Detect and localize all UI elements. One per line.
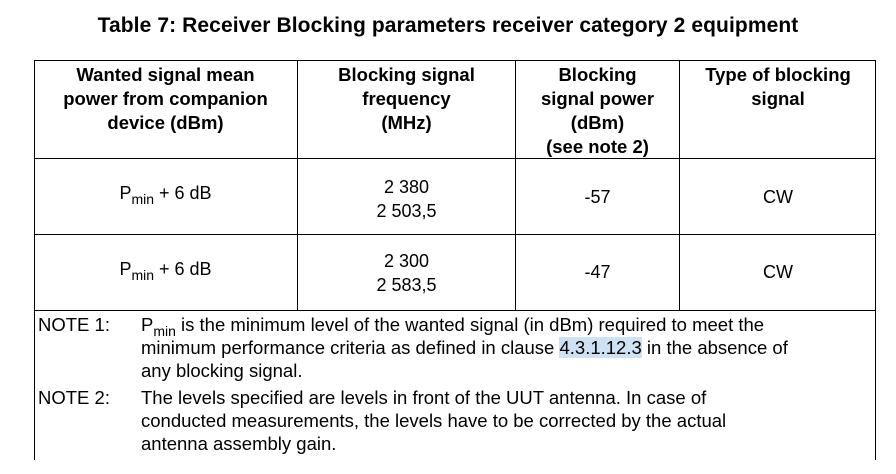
header-wanted-signal: Wanted signal mean power from companion device (dBm) [63,64,268,133]
row2-wanted-power: $P_{min} + 6$ dB [119,259,212,283]
header-blocking-type: Type of blocking signal [705,64,851,109]
note-2-label: NOTE 2: [38,387,110,408]
note-1 [38,313,874,385]
table-title: Table 7: Receiver Blocking parameters receiver category 2 equipment [97,14,799,37]
header-divider [34,158,876,159]
row2-divider [34,310,876,311]
row2-frequency: 2 300 2 583,5 [376,251,437,295]
row1-power: -57 [584,187,611,207]
row1-type: CW [763,187,793,207]
row2-type: CW [763,262,793,282]
clause-reference-link[interactable]: 4.3.1.12.3 [559,337,642,358]
row1-divider [34,234,876,235]
note-2 [38,386,874,458]
note-2-text: The levels specified are levels in front of the UUT antenna. In case of conducted measurements, the levels have to be corrected by the actual antenna assembly gain. [141,387,727,454]
row1-frequency: 2 380 2 503,5 [376,177,437,221]
table-border-top [34,60,876,61]
header-blocking-power: Blocking signal power (dBm) (see note 2) [540,64,655,157]
row2-power: -47 [584,262,611,282]
note-1-label: NOTE 1: [38,314,110,335]
table [34,60,876,460]
header-blocking-frequency: Blocking signal frequency (MHz) [338,64,475,133]
note-1-text: $P_{min}$ is the minimum level of the wanted signal (in dBm) required to meet the minimum performance criteria as defined in clause 4.3.1.12.3 in the absence of any blocking signal. [141,314,788,381]
row1-wanted-power: $P_{min} + 6$ dB [119,183,212,207]
